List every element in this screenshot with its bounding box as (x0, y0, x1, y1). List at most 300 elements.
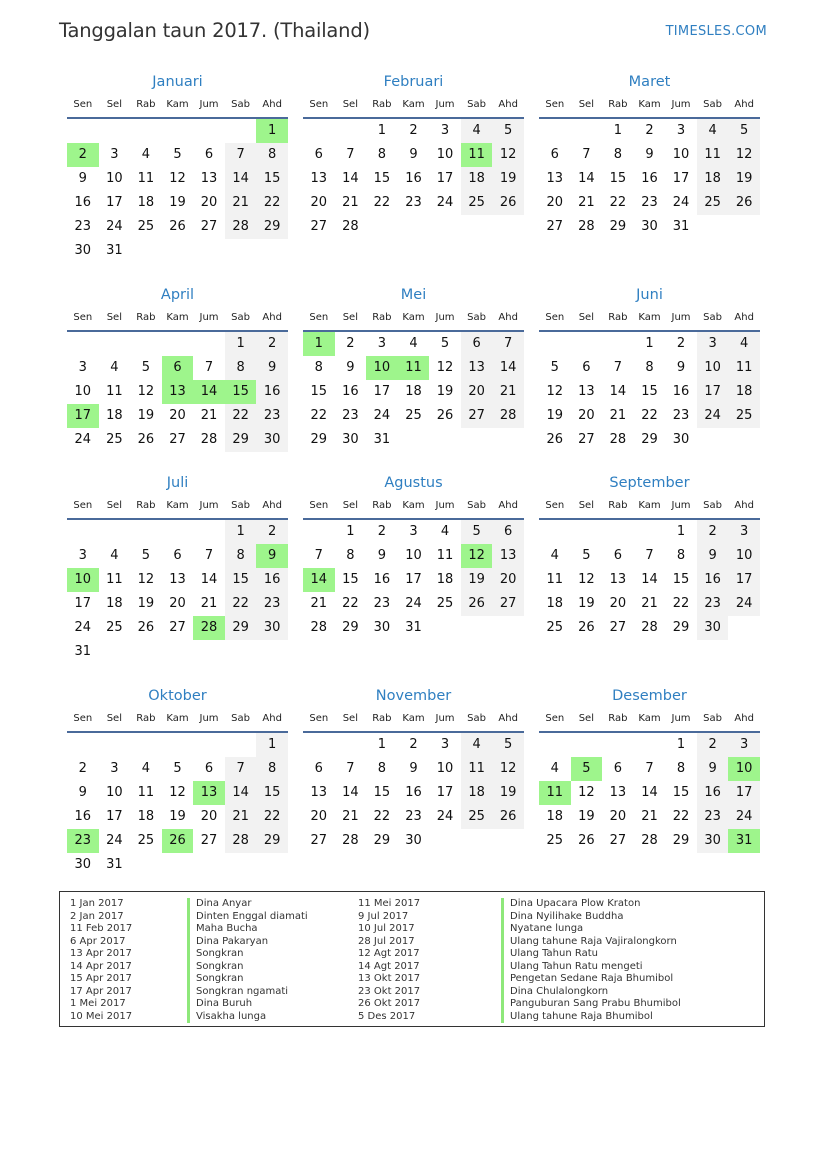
day-cell: 4 (409, 336, 418, 351)
day-cell: 21 (641, 809, 658, 824)
day-cell: 28 (342, 219, 359, 234)
day-cell: 29 (672, 620, 690, 635)
day-cell: 7 (582, 147, 591, 162)
month-desember (539, 685, 760, 853)
day-cell: 24 (672, 195, 690, 210)
month-juni (539, 284, 760, 452)
day-cell: 15 (310, 384, 328, 399)
day-cell: 2 (377, 524, 387, 539)
day-cell: 13 (578, 384, 595, 399)
day-cell: 7 (645, 761, 654, 776)
day-cell: 1 (645, 336, 654, 351)
legend-date: 5 Des 2017 (358, 1010, 416, 1022)
day-cell: 4 (728, 332, 760, 356)
weekday-label: Jum (435, 98, 455, 110)
day-cell: 16 (74, 809, 92, 824)
day-cell: 17 (106, 195, 123, 210)
weekday-label: Jum (435, 311, 455, 323)
legend-date: 10 Mei 2017 (70, 1010, 133, 1022)
legend-date: 11 Mei 2017 (358, 898, 421, 909)
day-cell: 12 (169, 171, 186, 186)
month-agustus (303, 472, 524, 640)
day-cell: 6 (173, 548, 182, 563)
day-cell: 24 (74, 620, 92, 635)
day-cell: 22 (672, 596, 690, 611)
day-cell: 5 (173, 761, 182, 776)
day-cell: 21 (578, 195, 595, 210)
day-cell: 18 (728, 380, 760, 404)
empty-cell (162, 332, 194, 356)
empty-cell (539, 332, 571, 356)
day-cell: 29 (609, 219, 627, 234)
day-cell: 14 (641, 572, 658, 587)
day-cell: 18 (697, 167, 729, 191)
day-cell: 5 (173, 147, 182, 162)
month-title: Desember (612, 688, 687, 704)
day-cell: 9 (697, 544, 729, 568)
day-cell: 25 (461, 805, 493, 829)
weekday-label: Sel (578, 98, 594, 110)
day-cell: 14 (342, 785, 359, 800)
day-cell: 17 (74, 596, 92, 611)
day-cell: 8 (613, 147, 623, 162)
day-cell: 31 (106, 857, 123, 872)
day-cell: 10 (436, 147, 454, 162)
day-cell: 3 (78, 360, 87, 375)
legend-dates-col-1 (70, 898, 132, 1023)
month-title: September (609, 475, 690, 491)
day-cell: 1 (676, 524, 686, 539)
month-oktober (67, 685, 288, 877)
empty-cell (67, 332, 99, 356)
day-cell: 11 (546, 572, 564, 587)
day-cell: 30 (641, 219, 658, 234)
legend-names-col-2 (501, 898, 681, 1023)
day-cell: 2 (697, 520, 729, 544)
day-cell: 8 (225, 544, 257, 568)
day-cell: 17 (373, 384, 391, 399)
day-grid (67, 520, 288, 664)
month-title: November (375, 688, 452, 704)
day-cell: 19 (461, 568, 493, 592)
legend-names-col-1 (187, 898, 308, 1023)
holiday-day-cell: 6 (162, 356, 194, 380)
empty-cell (162, 119, 194, 143)
legend-holiday-name: Ulang Tahun Ratu mengeti (501, 961, 681, 974)
day-cell: 1 (225, 520, 257, 544)
day-cell: 18 (461, 781, 493, 805)
day-cell: 4 (110, 360, 119, 375)
legend-holiday-name: Dina Anyar (187, 898, 308, 911)
holiday-legend (59, 891, 765, 1027)
day-cell: 19 (137, 596, 155, 611)
day-cell: 14 (609, 384, 627, 399)
month-title: Agustus (384, 475, 443, 491)
month-maret (539, 71, 760, 239)
empty-cell (162, 520, 194, 544)
weekday-label: Ahd (734, 98, 754, 110)
day-cell: 15 (373, 785, 391, 800)
holiday-day-cell: 12 (461, 544, 493, 568)
legend-holiday-name: Dina Pakaryan (187, 936, 308, 949)
day-cell: 24 (405, 596, 422, 611)
day-cell: 9 (409, 761, 418, 776)
day-cell: 26 (137, 432, 155, 447)
day-cell: 21 (310, 596, 328, 611)
day-cell: 16 (672, 384, 690, 399)
empty-cell (303, 733, 335, 757)
day-cell: 20 (461, 380, 493, 404)
day-cell: 31 (672, 219, 690, 234)
empty-cell (193, 119, 225, 143)
day-cell: 10 (436, 761, 454, 776)
day-cell: 7 (204, 360, 214, 375)
day-cell: 26 (461, 592, 493, 616)
legend-holiday-name: Pengetan Sedane Raja Bhumibol (501, 973, 681, 986)
day-cell: 27 (609, 833, 627, 848)
legend-holiday-name: Dina Upacara Plow Kraton (501, 898, 681, 911)
legend-holiday-name: Panguburan Sang Prabu Bhumibol (501, 998, 681, 1011)
weekday-label: Sen (309, 499, 329, 511)
holiday-day-cell: 14 (303, 568, 335, 592)
day-cell: 27 (310, 833, 328, 848)
weekday-label: Jum (435, 499, 455, 511)
day-cell: 4 (550, 761, 559, 776)
month-title: April (160, 287, 195, 303)
day-cell: 3 (78, 548, 87, 563)
day-cell: 20 (200, 195, 218, 210)
day-cell: 22 (342, 596, 359, 611)
day-grid (539, 733, 760, 853)
day-cell: 3 (377, 336, 387, 351)
day-cell: 19 (728, 167, 760, 191)
empty-cell (539, 520, 571, 544)
month-februari (303, 71, 524, 239)
day-cell: 26 (169, 219, 186, 234)
day-cell: 13 (310, 785, 328, 800)
day-cell: 27 (200, 833, 218, 848)
day-cell: 24 (106, 219, 123, 234)
weekday-label: Sen (73, 499, 93, 511)
day-cell: 2 (697, 733, 729, 757)
day-cell: 21 (641, 596, 658, 611)
day-cell: 14 (225, 167, 257, 191)
day-cell: 17 (672, 171, 690, 186)
day-grid (303, 332, 524, 452)
day-cell: 16 (405, 785, 422, 800)
day-cell: 7 (314, 548, 323, 563)
weekday-label: Sel (578, 311, 594, 323)
day-cell: 5 (492, 119, 524, 143)
day-cell: 10 (697, 356, 729, 380)
weekday-label: Jum (435, 712, 455, 724)
day-cell: 18 (106, 596, 123, 611)
empty-cell (130, 332, 162, 356)
day-cell: 29 (256, 829, 288, 853)
day-cell: 27 (609, 620, 627, 635)
day-cell: 30 (256, 616, 288, 640)
day-cell: 10 (106, 785, 123, 800)
legend-holiday-name: Ulang tahune Raja Vajiralongkorn (501, 936, 681, 949)
legend-holiday-name: Ulang Tahun Ratu (501, 948, 681, 961)
weekday-label: Sen (309, 98, 329, 110)
weekday-label: Sab (703, 98, 722, 110)
day-cell: 12 (578, 572, 595, 587)
month-title: Juni (636, 287, 663, 303)
legend-date: 17 Apr 2017 (70, 985, 132, 997)
weekday-label: Sen (73, 712, 93, 724)
day-cell: 1 (377, 737, 387, 752)
day-grid (539, 332, 760, 452)
brand-link[interactable]: TIMESLES.COM (665, 24, 767, 39)
day-cell: 12 (492, 757, 524, 781)
day-cell: 15 (609, 171, 627, 186)
day-cell: 28 (342, 833, 359, 848)
day-cell: 16 (697, 568, 729, 592)
day-cell: 22 (310, 408, 328, 423)
empty-cell (67, 733, 99, 757)
month-mei (303, 284, 524, 452)
day-cell: 29 (373, 833, 391, 848)
day-cell: 7 (204, 548, 214, 563)
legend-holiday-name: Dinten Enggal diamati (187, 911, 308, 924)
weekday-label: Sel (106, 98, 122, 110)
day-cell: 30 (74, 857, 92, 872)
day-cell: 4 (461, 733, 493, 757)
holiday-day-cell: 17 (67, 404, 99, 428)
day-cell: 1 (676, 737, 686, 752)
day-cell: 3 (110, 761, 119, 776)
weekday-label: Kam (402, 311, 425, 323)
holiday-day-cell: 1 (303, 332, 335, 356)
weekday-header (303, 707, 524, 729)
holiday-day-cell: 14 (193, 380, 225, 404)
weekday-label: Sel (342, 98, 358, 110)
day-cell: 12 (546, 384, 564, 399)
empty-cell (225, 119, 257, 143)
weekday-label: Jum (671, 712, 691, 724)
day-cell: 9 (409, 147, 418, 162)
day-cell: 1 (346, 524, 355, 539)
day-cell: 19 (492, 781, 524, 805)
day-cell: 6 (204, 147, 214, 162)
weekday-label: Ahd (262, 712, 282, 724)
day-cell: 26 (578, 833, 595, 848)
day-cell: 7 (613, 360, 623, 375)
day-cell: 7 (225, 757, 257, 781)
day-cell: 15 (225, 568, 257, 592)
weekday-label: Kam (166, 98, 189, 110)
weekday-label: Kam (166, 311, 189, 323)
legend-holiday-name: Songkran (187, 961, 308, 974)
day-cell: 25 (106, 620, 123, 635)
day-cell: 9 (78, 785, 87, 800)
weekday-label: Kam (638, 499, 661, 511)
weekday-label: Sab (467, 712, 486, 724)
holiday-day-cell: 23 (67, 829, 99, 853)
empty-cell (602, 332, 634, 356)
weekday-label: Sen (73, 311, 93, 323)
day-cell: 22 (373, 195, 391, 210)
weekday-header (539, 707, 760, 729)
day-cell: 27 (200, 219, 218, 234)
day-cell: 17 (697, 380, 729, 404)
weekday-label: Ahd (498, 311, 518, 323)
day-cell: 6 (314, 147, 323, 162)
day-cell: 20 (310, 195, 328, 210)
empty-cell (130, 119, 162, 143)
weekday-label: Ahd (498, 712, 518, 724)
weekday-label: Sab (467, 311, 486, 323)
day-cell: 15 (641, 384, 658, 399)
day-cell: 19 (546, 408, 564, 423)
holiday-day-cell: 11 (398, 356, 430, 380)
day-cell: 29 (225, 616, 257, 640)
day-cell: 30 (74, 243, 92, 258)
legend-holiday-name: Dina Buruh (187, 998, 308, 1011)
day-cell: 16 (373, 572, 391, 587)
holiday-day-cell: 11 (461, 143, 493, 167)
weekday-label: Sen (545, 311, 565, 323)
day-cell: 20 (578, 408, 595, 423)
month-januari (67, 71, 288, 263)
day-cell: 15 (342, 572, 359, 587)
day-cell: 27 (169, 620, 186, 635)
day-cell: 12 (728, 143, 760, 167)
day-cell: 29 (225, 428, 257, 452)
day-cell: 4 (550, 548, 559, 563)
day-cell: 1 (256, 733, 288, 757)
day-cell: 21 (609, 408, 627, 423)
day-cell: 18 (546, 596, 564, 611)
weekday-header (303, 93, 524, 115)
day-cell: 23 (342, 408, 359, 423)
legend-date: 28 Jul 2017 (358, 935, 415, 947)
holiday-day-cell: 5 (571, 757, 603, 781)
day-cell: 8 (676, 548, 686, 563)
weekday-label: Sen (545, 98, 565, 110)
holiday-day-cell: 31 (728, 829, 760, 853)
weekday-label: Rab (136, 499, 156, 511)
holiday-day-cell: 26 (162, 829, 194, 853)
day-cell: 14 (225, 781, 257, 805)
day-cell: 25 (546, 833, 564, 848)
weekday-label: Rab (608, 98, 628, 110)
day-cell: 29 (672, 833, 690, 848)
weekday-label: Sel (578, 712, 594, 724)
day-cell: 22 (256, 805, 288, 829)
weekday-label: Jum (199, 311, 219, 323)
day-cell: 9 (377, 548, 387, 563)
day-cell: 23 (641, 195, 658, 210)
day-cell: 11 (728, 356, 760, 380)
day-cell: 19 (169, 195, 186, 210)
day-grid (67, 119, 288, 263)
day-cell: 11 (137, 785, 155, 800)
weekday-header (67, 93, 288, 115)
day-cell: 25 (137, 833, 155, 848)
day-cell: 19 (492, 167, 524, 191)
legend-date: 13 Apr 2017 (70, 948, 132, 959)
weekday-label: Sel (106, 311, 122, 323)
day-cell: 6 (314, 761, 323, 776)
legend-date: 11 Feb 2017 (70, 923, 133, 934)
day-cell: 1 (225, 332, 257, 356)
day-cell: 25 (697, 191, 729, 215)
day-grid (67, 332, 288, 452)
day-cell: 3 (728, 520, 760, 544)
day-cell: 5 (550, 360, 559, 375)
legend-date: 2 Jan 2017 (70, 910, 124, 922)
weekday-label: Sen (309, 712, 329, 724)
day-cell: 17 (436, 171, 454, 186)
day-cell: 3 (440, 123, 450, 138)
day-cell: 8 (377, 147, 387, 162)
day-cell: 11 (106, 572, 123, 587)
holiday-day-cell: 13 (193, 781, 225, 805)
day-cell: 11 (106, 384, 123, 399)
empty-cell (193, 733, 225, 757)
day-cell: 14 (641, 785, 658, 800)
page-title: Tanggalan taun 2017. (Thailand) (59, 19, 370, 42)
day-cell: 16 (74, 195, 92, 210)
holiday-day-cell: 13 (162, 380, 194, 404)
day-cell: 5 (141, 360, 151, 375)
day-cell: 4 (461, 119, 493, 143)
weekday-label: Ahd (734, 499, 754, 511)
day-cell: 9 (346, 360, 355, 375)
day-cell: 2 (346, 336, 355, 351)
holiday-day-cell: 10 (67, 568, 99, 592)
empty-cell (67, 119, 99, 143)
day-cell: 16 (405, 171, 422, 186)
day-cell: 25 (728, 404, 760, 428)
day-cell: 19 (137, 408, 155, 423)
legend-holiday-name: Dina Nyilihake Buddha (501, 911, 681, 924)
empty-cell (335, 733, 367, 757)
day-cell: 23 (256, 404, 288, 428)
weekday-label: Jum (671, 499, 691, 511)
day-grid (303, 119, 524, 239)
day-cell: 15 (672, 572, 690, 587)
day-cell: 17 (728, 781, 760, 805)
day-cell: 21 (342, 809, 359, 824)
day-cell: 9 (256, 356, 288, 380)
day-cell: 10 (106, 171, 123, 186)
weekday-label: Sab (231, 712, 250, 724)
day-cell: 23 (405, 809, 422, 824)
weekday-label: Kam (166, 499, 189, 511)
day-cell: 24 (436, 809, 454, 824)
weekday-label: Sab (467, 499, 486, 511)
empty-cell (539, 119, 571, 143)
day-cell: 5 (728, 119, 760, 143)
legend-date: 23 Okt 2017 (358, 985, 421, 997)
day-cell: 28 (641, 833, 658, 848)
weekday-label: Rab (372, 311, 392, 323)
day-cell: 14 (578, 171, 595, 186)
day-cell: 18 (436, 572, 454, 587)
day-cell: 19 (578, 809, 595, 824)
day-cell: 15 (672, 785, 690, 800)
day-cell: 27 (461, 404, 493, 428)
day-cell: 2 (676, 336, 686, 351)
day-cell: 28 (578, 219, 595, 234)
day-cell: 14 (200, 572, 218, 587)
day-cell: 17 (436, 785, 454, 800)
day-cell: 13 (461, 356, 493, 380)
day-cell: 5 (461, 520, 493, 544)
